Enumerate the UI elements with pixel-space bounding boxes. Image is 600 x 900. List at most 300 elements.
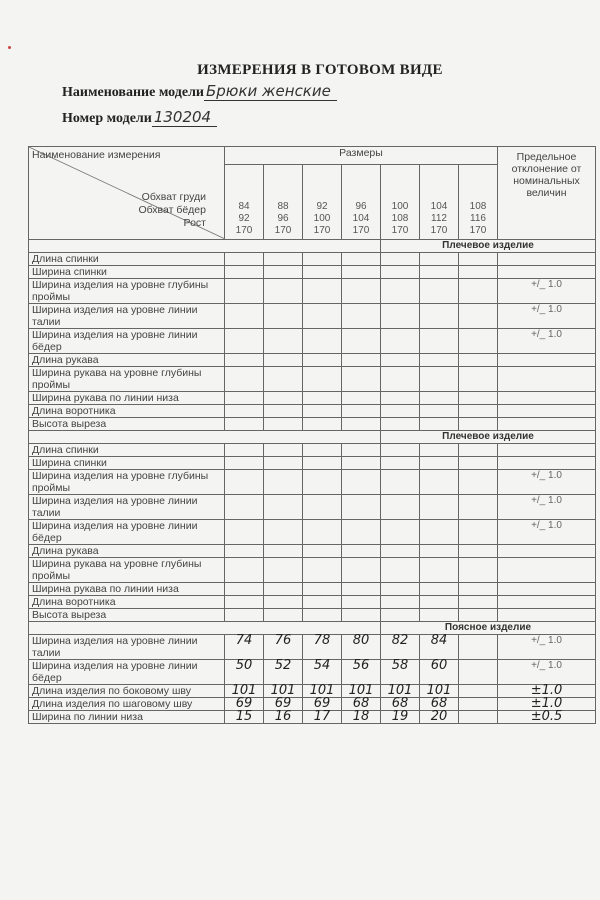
empty-cell xyxy=(342,558,381,583)
empty-cell xyxy=(381,444,420,457)
empty-cell xyxy=(420,583,459,596)
measurement-value: 20 xyxy=(420,711,459,724)
table-row xyxy=(29,457,596,470)
empty-cell xyxy=(303,520,342,545)
empty-cell xyxy=(459,470,498,495)
empty-cell xyxy=(420,253,459,266)
empty-cell xyxy=(225,470,264,495)
empty-cell xyxy=(459,457,498,470)
table-row xyxy=(29,596,596,609)
empty-cell xyxy=(459,253,498,266)
empty-cell xyxy=(303,545,342,558)
size-value: 100 xyxy=(313,213,331,224)
tolerance-value: +/_ 1.0 xyxy=(498,520,596,545)
size-value: 104 xyxy=(352,213,370,224)
empty-cell xyxy=(420,392,459,405)
tolerance-value xyxy=(498,266,596,279)
empty-cell xyxy=(225,304,264,329)
size-value: 170 xyxy=(313,225,331,236)
empty-cell xyxy=(342,354,381,367)
measurement-name: Длина спинки xyxy=(29,253,225,266)
empty-cell xyxy=(459,418,498,431)
empty-cell xyxy=(264,558,303,583)
empty-cell xyxy=(225,405,264,418)
tolerance-value xyxy=(498,444,596,457)
empty-cell xyxy=(420,457,459,470)
empty-cell xyxy=(420,520,459,545)
empty-cell xyxy=(303,279,342,304)
empty-cell xyxy=(459,329,498,354)
empty-cell xyxy=(264,367,303,392)
size-value: 170 xyxy=(430,225,448,236)
empty-cell xyxy=(381,495,420,520)
measurement-name: Ширина изделия на уровне линии бёдер xyxy=(29,520,225,545)
measurement-name: Высота выреза xyxy=(29,609,225,622)
empty-cell xyxy=(264,405,303,418)
tolerance-value xyxy=(498,367,596,392)
model-number-value: 130204 xyxy=(152,108,217,127)
empty-cell xyxy=(342,405,381,418)
tolerance-value: +/_ 1.0 xyxy=(498,279,596,304)
empty-cell xyxy=(303,457,342,470)
measurement-name: Ширина изделия на уровне линии талии xyxy=(29,304,225,329)
size-value: 170 xyxy=(352,225,370,236)
table-row xyxy=(29,405,596,418)
measurement-value: 50 xyxy=(225,660,264,685)
measurement-name: Длина воротника xyxy=(29,596,225,609)
table-row xyxy=(29,354,596,367)
empty-cell xyxy=(225,520,264,545)
measurement-name: Ширина спинки xyxy=(29,266,225,279)
size-value: 108 xyxy=(391,213,409,224)
measurement-name: Длина рукава xyxy=(29,545,225,558)
measurement-value xyxy=(459,660,498,685)
empty-cell xyxy=(225,596,264,609)
measurement-name: Ширина изделия на уровне линии бёдер xyxy=(29,660,225,685)
measurement-name: Длина спинки xyxy=(29,444,225,457)
empty-cell xyxy=(342,253,381,266)
size-value: 104 xyxy=(430,201,448,212)
empty-cell xyxy=(264,495,303,520)
model-number-field xyxy=(62,108,217,127)
size-value: 92 xyxy=(316,201,328,212)
size-value: 84 xyxy=(238,201,250,212)
empty-cell xyxy=(381,392,420,405)
empty-cell xyxy=(342,444,381,457)
table-row xyxy=(29,253,596,266)
empty-cell xyxy=(264,266,303,279)
empty-cell xyxy=(303,266,342,279)
empty-cell xyxy=(342,304,381,329)
measurement-value: 78 xyxy=(303,635,342,660)
page-title: ИЗМЕРЕНИЯ В ГОТОВОМ ВИДЕ xyxy=(197,62,443,78)
ink-mark xyxy=(8,46,11,49)
measurement-value: 84 xyxy=(420,635,459,660)
empty-cell xyxy=(303,596,342,609)
size-column-5 xyxy=(420,165,459,240)
measurement-name: Ширина рукава на уровне глубины проймы xyxy=(29,367,225,392)
empty-cell xyxy=(381,354,420,367)
header-name-label: Наименование измерения xyxy=(32,149,161,161)
empty-cell xyxy=(420,367,459,392)
header-label-height: Рост xyxy=(183,217,206,229)
empty-cell xyxy=(342,392,381,405)
empty-cell xyxy=(225,444,264,457)
measurement-value: 76 xyxy=(264,635,303,660)
measurement-name: Ширина изделия на уровне линии талии xyxy=(29,495,225,520)
empty-cell xyxy=(381,253,420,266)
empty-cell xyxy=(342,279,381,304)
empty-cell xyxy=(225,279,264,304)
size-column-0 xyxy=(225,165,264,240)
empty-cell xyxy=(342,457,381,470)
empty-cell xyxy=(225,558,264,583)
empty-cell xyxy=(459,304,498,329)
measurement-value: 54 xyxy=(303,660,342,685)
measurement-value: 101 xyxy=(342,685,381,698)
measurement-name: Ширина изделия на уровне линии талии xyxy=(29,635,225,660)
table-row xyxy=(29,520,596,545)
empty-cell xyxy=(381,558,420,583)
size-column-3 xyxy=(342,165,381,240)
section-title: Плечевое изделие xyxy=(381,431,596,444)
empty-cell xyxy=(264,304,303,329)
empty-cell xyxy=(303,583,342,596)
measurement-name: Ширина изделия на уровне линии бёдер xyxy=(29,329,225,354)
empty-cell xyxy=(225,367,264,392)
header-row-labels xyxy=(138,191,206,230)
model-number-label: Номер модели xyxy=(62,111,152,126)
measurements-table xyxy=(28,146,596,724)
empty-cell xyxy=(225,457,264,470)
empty-cell xyxy=(459,558,498,583)
empty-cell xyxy=(381,457,420,470)
table-row xyxy=(29,279,596,304)
tolerance-value: +/_ 1.0 xyxy=(498,495,596,520)
measurement-name: Длина рукава xyxy=(29,354,225,367)
measurement-name: Ширина изделия на уровне глубины проймы xyxy=(29,279,225,304)
empty-cell xyxy=(264,418,303,431)
table-row xyxy=(29,711,596,724)
table-row xyxy=(29,545,596,558)
empty-cell xyxy=(303,367,342,392)
table-row xyxy=(29,495,596,520)
table-row xyxy=(29,660,596,685)
empty-cell xyxy=(303,253,342,266)
empty-cell xyxy=(225,609,264,622)
table-row xyxy=(29,698,596,711)
empty-cell xyxy=(264,392,303,405)
empty-cell xyxy=(264,583,303,596)
size-column-1 xyxy=(264,165,303,240)
size-value: 96 xyxy=(355,201,367,212)
empty-cell xyxy=(381,609,420,622)
empty-cell xyxy=(381,329,420,354)
empty-cell xyxy=(303,495,342,520)
empty-cell xyxy=(225,583,264,596)
tolerance-value: ±1.0 xyxy=(498,698,596,711)
measurement-value: 56 xyxy=(342,660,381,685)
empty-cell xyxy=(264,470,303,495)
empty-cell xyxy=(420,596,459,609)
measurement-name: Длина изделия по шаговому шву xyxy=(29,698,225,711)
empty-cell xyxy=(342,367,381,392)
measurement-value: 69 xyxy=(264,698,303,711)
size-column-2 xyxy=(303,165,342,240)
model-name-label: Наименование модели xyxy=(62,85,204,100)
tolerance-value xyxy=(498,596,596,609)
empty-cell xyxy=(342,418,381,431)
size-value: 88 xyxy=(277,201,289,212)
empty-cell xyxy=(459,405,498,418)
size-value: 170 xyxy=(391,225,409,236)
empty-cell xyxy=(225,545,264,558)
measurement-value: 18 xyxy=(342,711,381,724)
empty-cell xyxy=(225,392,264,405)
table-row xyxy=(29,392,596,405)
empty-cell xyxy=(264,253,303,266)
tolerance-value xyxy=(498,545,596,558)
table-row xyxy=(29,558,596,583)
empty-cell xyxy=(381,596,420,609)
empty-cell xyxy=(420,470,459,495)
tolerance-value: +/_ 1.0 xyxy=(498,304,596,329)
empty-cell xyxy=(342,545,381,558)
tolerance-value: ±0.5 xyxy=(498,711,596,724)
empty-cell xyxy=(420,558,459,583)
empty-cell xyxy=(225,253,264,266)
measurement-value: 68 xyxy=(342,698,381,711)
table-row xyxy=(29,444,596,457)
measurement-name: Высота выреза xyxy=(29,418,225,431)
measurement-value: 82 xyxy=(381,635,420,660)
empty-cell xyxy=(420,279,459,304)
size-value: 112 xyxy=(431,213,447,224)
empty-cell xyxy=(381,418,420,431)
measurement-value xyxy=(459,698,498,711)
size-column-6 xyxy=(459,165,498,240)
empty-cell xyxy=(225,329,264,354)
empty-cell xyxy=(420,405,459,418)
measurement-name: Длина изделия по боковому шву xyxy=(29,685,225,698)
empty-cell xyxy=(459,354,498,367)
measurement-value: 101 xyxy=(420,685,459,698)
tolerance-value xyxy=(498,354,596,367)
empty-cell xyxy=(420,354,459,367)
table-row xyxy=(29,266,596,279)
size-value: 170 xyxy=(235,225,253,236)
measurement-value: 69 xyxy=(303,698,342,711)
empty-cell xyxy=(420,609,459,622)
empty-cell xyxy=(264,444,303,457)
header-name-cell xyxy=(29,147,225,240)
section-title: Поясное изделие xyxy=(381,622,596,635)
measurement-name: Ширина по линии низа xyxy=(29,711,225,724)
empty-cell xyxy=(420,266,459,279)
measurement-value: 15 xyxy=(225,711,264,724)
empty-cell xyxy=(303,354,342,367)
measurement-name: Ширина изделия на уровне глубины проймы xyxy=(29,470,225,495)
empty-cell xyxy=(459,596,498,609)
empty-cell xyxy=(381,470,420,495)
empty-cell xyxy=(420,418,459,431)
size-value: 96 xyxy=(277,213,289,224)
measurement-value: 58 xyxy=(381,660,420,685)
empty-cell xyxy=(225,495,264,520)
size-value: 92 xyxy=(238,213,250,224)
empty-cell xyxy=(342,520,381,545)
empty-cell xyxy=(303,418,342,431)
empty-cell xyxy=(381,520,420,545)
empty-cell xyxy=(459,392,498,405)
section-header-row xyxy=(29,622,596,635)
model-name-value: Брюки женские xyxy=(204,82,337,101)
empty-cell xyxy=(303,329,342,354)
measurement-value: 101 xyxy=(303,685,342,698)
empty-cell xyxy=(225,266,264,279)
tolerance-value: +/_ 1.0 xyxy=(498,329,596,354)
measurement-value: 60 xyxy=(420,660,459,685)
empty-cell xyxy=(342,609,381,622)
empty-cell xyxy=(342,470,381,495)
empty-cell xyxy=(420,304,459,329)
empty-cell xyxy=(303,470,342,495)
empty-cell xyxy=(303,558,342,583)
empty-cell xyxy=(303,304,342,329)
model-name-field xyxy=(62,82,337,101)
section-title: Плечевое изделие xyxy=(381,240,596,253)
empty-cell xyxy=(381,583,420,596)
table-row xyxy=(29,367,596,392)
measurement-value: 17 xyxy=(303,711,342,724)
table-row xyxy=(29,685,596,698)
empty-cell xyxy=(303,405,342,418)
empty-cell xyxy=(381,279,420,304)
sizes-header: Размеры xyxy=(225,147,498,165)
measurement-value: 68 xyxy=(381,698,420,711)
size-value: 100 xyxy=(391,201,409,212)
section-header-blank xyxy=(29,240,381,253)
empty-cell xyxy=(264,457,303,470)
measurement-name: Ширина спинки xyxy=(29,457,225,470)
empty-cell xyxy=(342,495,381,520)
tolerance-value xyxy=(498,253,596,266)
measurement-value xyxy=(459,685,498,698)
empty-cell xyxy=(459,266,498,279)
section-header-row xyxy=(29,431,596,444)
empty-cell xyxy=(264,329,303,354)
empty-cell xyxy=(459,444,498,457)
size-value: 116 xyxy=(470,213,486,224)
empty-cell xyxy=(420,495,459,520)
size-value: 170 xyxy=(274,225,292,236)
tolerance-value xyxy=(498,609,596,622)
tolerance-value xyxy=(498,558,596,583)
empty-cell xyxy=(381,367,420,392)
tolerance-value xyxy=(498,405,596,418)
size-column-4 xyxy=(381,165,420,240)
measurement-value: 16 xyxy=(264,711,303,724)
measurement-name: Длина воротника xyxy=(29,405,225,418)
tolerance-value: +/_ 1.0 xyxy=(498,660,596,685)
empty-cell xyxy=(459,583,498,596)
empty-cell xyxy=(420,545,459,558)
empty-cell xyxy=(381,545,420,558)
tolerance-value xyxy=(498,457,596,470)
table-row xyxy=(29,470,596,495)
empty-cell xyxy=(459,545,498,558)
empty-cell xyxy=(225,418,264,431)
table-row xyxy=(29,609,596,622)
empty-cell xyxy=(264,279,303,304)
empty-cell xyxy=(225,354,264,367)
tolerance-value: +/_ 1.0 xyxy=(498,635,596,660)
section-header-row xyxy=(29,240,596,253)
empty-cell xyxy=(303,444,342,457)
empty-cell xyxy=(459,495,498,520)
empty-cell xyxy=(459,609,498,622)
empty-cell xyxy=(342,596,381,609)
measurement-value: 74 xyxy=(225,635,264,660)
empty-cell xyxy=(264,354,303,367)
empty-cell xyxy=(459,520,498,545)
empty-cell xyxy=(342,583,381,596)
measurement-name: Ширина рукава по линии низа xyxy=(29,583,225,596)
tolerance-value xyxy=(498,418,596,431)
empty-cell xyxy=(381,304,420,329)
measurement-value: 80 xyxy=(342,635,381,660)
measurement-value: 52 xyxy=(264,660,303,685)
header-label-chest: Обхват груди xyxy=(141,191,206,203)
tolerance-header: Предельное отклонение от номинальных величин xyxy=(498,147,596,240)
measurement-value: 68 xyxy=(420,698,459,711)
empty-cell xyxy=(459,367,498,392)
empty-cell xyxy=(264,609,303,622)
measurement-value: 101 xyxy=(264,685,303,698)
size-value: 108 xyxy=(469,201,487,212)
empty-cell xyxy=(264,596,303,609)
table-row xyxy=(29,583,596,596)
empty-cell xyxy=(303,609,342,622)
empty-cell xyxy=(381,405,420,418)
header-label-hips: Обхват бёдер xyxy=(138,204,206,216)
table-row xyxy=(29,304,596,329)
empty-cell xyxy=(342,266,381,279)
empty-cell xyxy=(420,329,459,354)
table-row xyxy=(29,418,596,431)
empty-cell xyxy=(303,392,342,405)
measurement-value: 19 xyxy=(381,711,420,724)
measurement-value xyxy=(459,711,498,724)
section-header-blank xyxy=(29,431,381,444)
measurement-value: 101 xyxy=(225,685,264,698)
size-value: 170 xyxy=(469,225,487,236)
tolerance-value: +/_ 1.0 xyxy=(498,470,596,495)
measurement-value: 69 xyxy=(225,698,264,711)
tolerance-value xyxy=(498,583,596,596)
empty-cell xyxy=(342,329,381,354)
tolerance-value xyxy=(498,392,596,405)
empty-cell xyxy=(381,266,420,279)
measurement-name: Ширина рукава по линии низа xyxy=(29,392,225,405)
table-row xyxy=(29,635,596,660)
measurement-value: 101 xyxy=(381,685,420,698)
empty-cell xyxy=(264,545,303,558)
measurement-name: Ширина рукава на уровне глубины проймы xyxy=(29,558,225,583)
table-row xyxy=(29,329,596,354)
tolerance-value: ±1.0 xyxy=(498,685,596,698)
empty-cell xyxy=(459,279,498,304)
